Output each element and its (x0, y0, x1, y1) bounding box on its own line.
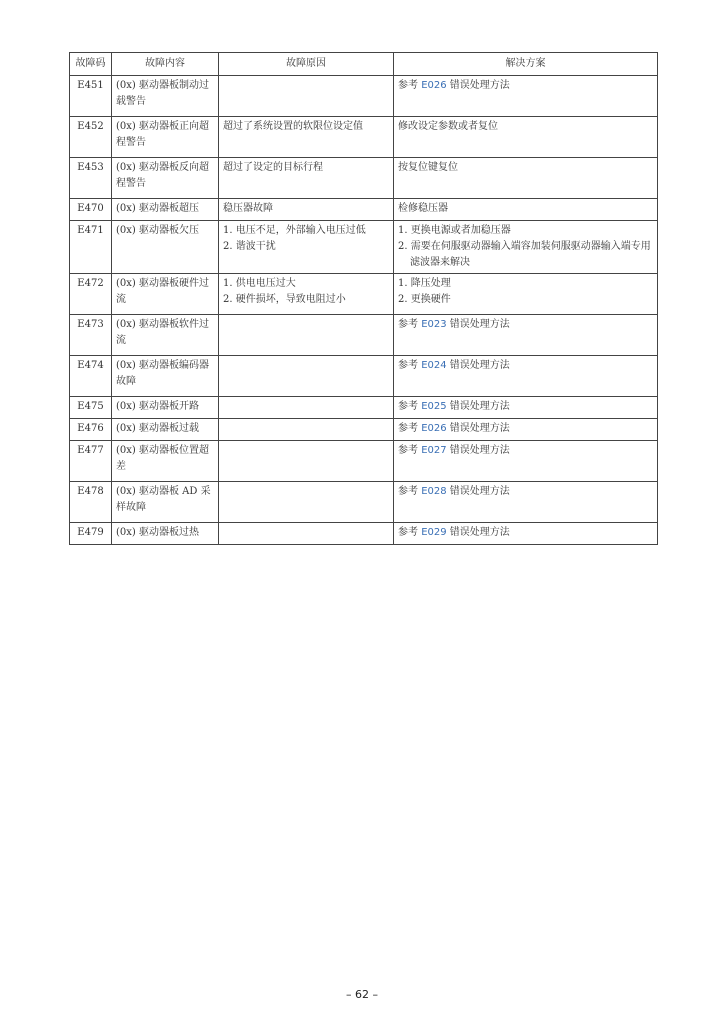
fault-cause-cell (219, 199, 394, 221)
fault-content-cell: (0x) 驱动器板位置超差 (112, 441, 219, 482)
reference-prefix: 参考 (398, 423, 422, 434)
fault-code-table (69, 52, 658, 545)
fault-code-cell: E478 (70, 482, 112, 523)
fault-code-cell: E472 (70, 274, 112, 315)
solution-reference (398, 423, 510, 434)
reference-suffix: 错误处理方法 (446, 360, 510, 371)
solution-cell (394, 76, 658, 117)
reference-prefix: 参考 (398, 80, 422, 91)
fault-cause-cell (219, 76, 394, 117)
fault-cause-cell (219, 482, 394, 523)
header-row (70, 53, 658, 76)
cause-line: 稳压器故障 (223, 203, 273, 214)
solution-reference (398, 319, 510, 330)
table-row (70, 356, 658, 397)
fault-code-cell: E473 (70, 315, 112, 356)
solution-line: 按复位键复位 (398, 162, 458, 173)
reference-error-code-link[interactable]: E023 (421, 319, 447, 330)
fault-code-cell: E477 (70, 441, 112, 482)
reference-suffix: 错误处理方法 (446, 486, 510, 497)
solution-cell (394, 419, 658, 441)
table-row (70, 221, 658, 274)
solution-cell (394, 441, 658, 482)
fault-cause-cell (219, 397, 394, 419)
fault-code-cell: E476 (70, 419, 112, 441)
table-row (70, 315, 658, 356)
fault-cause-cell (219, 315, 394, 356)
fault-cause-cell (219, 356, 394, 397)
header-solution: 解决方案 (394, 53, 658, 76)
fault-content-cell: (0x) 驱动器板超压 (112, 199, 219, 221)
header-fault-code: 故障码 (70, 53, 112, 76)
table-row (70, 199, 658, 221)
fault-content-cell: (0x) 驱动器板过热 (112, 523, 219, 545)
fault-content-cell: (0x) 驱动器板制动过载警告 (112, 76, 219, 117)
solution-reference (398, 445, 510, 456)
table-row (70, 117, 658, 158)
fault-content-cell: (0x) 驱动器板开路 (112, 397, 219, 419)
reference-suffix: 错误处理方法 (446, 445, 510, 456)
table-row (70, 482, 658, 523)
solution-reference (398, 80, 510, 91)
fault-content-cell: (0x) 驱动器板过载 (112, 419, 219, 441)
reference-error-code-link[interactable]: E026 (421, 80, 447, 91)
reference-prefix: 参考 (398, 360, 422, 371)
header-fault-cause: 故障原因 (219, 53, 394, 76)
fault-code-cell: E452 (70, 117, 112, 158)
reference-suffix: 错误处理方法 (446, 401, 510, 412)
solution-cell (394, 274, 658, 315)
reference-prefix: 参考 (398, 401, 422, 412)
fault-code-cell: E471 (70, 221, 112, 274)
reference-error-code-link[interactable]: E024 (421, 360, 447, 371)
solution-reference (398, 527, 510, 538)
solution-cell (394, 315, 658, 356)
solution-cell (394, 523, 658, 545)
table-row (70, 274, 658, 315)
fault-code-cell: E474 (70, 356, 112, 397)
reference-suffix: 错误处理方法 (446, 80, 510, 91)
fault-content-cell: (0x) 驱动器板编码器故障 (112, 356, 219, 397)
fault-code-cell: E479 (70, 523, 112, 545)
solution-cell (394, 397, 658, 419)
fault-content-cell: (0x) 驱动器板欠压 (112, 221, 219, 274)
table-row (70, 397, 658, 419)
table-body (70, 76, 658, 545)
fault-content-cell: (0x) 驱动器板正向超程警告 (112, 117, 219, 158)
fault-cause-cell (219, 117, 394, 158)
reference-prefix: 参考 (398, 319, 422, 330)
fault-code-cell: E451 (70, 76, 112, 117)
reference-prefix: 参考 (398, 527, 422, 538)
solution-reference (398, 401, 510, 412)
fault-cause-cell (219, 274, 394, 315)
cause-line: 1. 电压不足，外部输入电压过低 (223, 225, 366, 236)
fault-code-cell: E470 (70, 199, 112, 221)
table-row (70, 76, 658, 117)
fault-code-cell: E475 (70, 397, 112, 419)
fault-content-cell: (0x) 驱动器板软件过流 (112, 315, 219, 356)
fault-code-cell: E453 (70, 158, 112, 199)
solution-reference (398, 360, 510, 371)
header-fault-content: 故障内容 (112, 53, 219, 76)
fault-cause-cell (219, 221, 394, 274)
cause-line: 2. 硬件损坏，导致电阻过小 (223, 294, 346, 305)
table-header (70, 53, 658, 76)
reference-error-code-link[interactable]: E026 (421, 423, 447, 434)
solution-line: 1. 降压处理 (398, 278, 451, 289)
table-row (70, 158, 658, 199)
solution-line: 2. 更换硬件 (398, 294, 451, 305)
reference-error-code-link[interactable]: E027 (421, 445, 447, 456)
solution-cell (394, 117, 658, 158)
fault-cause-cell (219, 158, 394, 199)
cause-line: 2. 谐波干扰 (223, 241, 276, 252)
fault-content-cell: (0x) 驱动器板 AD 采样故障 (112, 482, 219, 523)
reference-suffix: 错误处理方法 (446, 423, 510, 434)
reference-prefix: 参考 (398, 486, 422, 497)
cause-line: 超过了系统设置的软限位设定值 (223, 121, 363, 132)
cause-line: 1. 供电电压过大 (223, 278, 296, 289)
solution-line: 2. 需要在伺服驱动器输入端容加装伺服驱动器输入端专用滤波器来解决 (398, 241, 651, 268)
solution-cell (394, 356, 658, 397)
fault-cause-cell (219, 441, 394, 482)
fault-cause-cell (219, 523, 394, 545)
cause-line: 超过了设定的目标行程 (223, 162, 323, 173)
solution-reference (398, 486, 510, 497)
solution-cell (394, 482, 658, 523)
solution-line: 修改设定参数或者复位 (398, 121, 498, 132)
reference-error-code-link[interactable]: E029 (421, 527, 447, 538)
reference-error-code-link[interactable]: E025 (421, 401, 447, 412)
reference-error-code-link[interactable]: E028 (421, 486, 447, 497)
solution-cell (394, 199, 658, 221)
solution-cell (394, 158, 658, 199)
solution-cell (394, 221, 658, 274)
table-row (70, 523, 658, 545)
table-row (70, 419, 658, 441)
fault-content-cell: (0x) 驱动器板反向超程警告 (112, 158, 219, 199)
reference-prefix: 参考 (398, 445, 422, 456)
solution-line: 检修稳压器 (398, 203, 448, 214)
fault-cause-cell (219, 419, 394, 441)
reference-suffix: 错误处理方法 (446, 527, 510, 538)
fault-content-cell: (0x) 驱动器板硬件过流 (112, 274, 219, 315)
solution-line: 1. 更换电源或者加稳压器 (398, 225, 511, 236)
table-row (70, 441, 658, 482)
page-number: – 62 – (346, 988, 378, 1001)
reference-suffix: 错误处理方法 (446, 319, 510, 330)
